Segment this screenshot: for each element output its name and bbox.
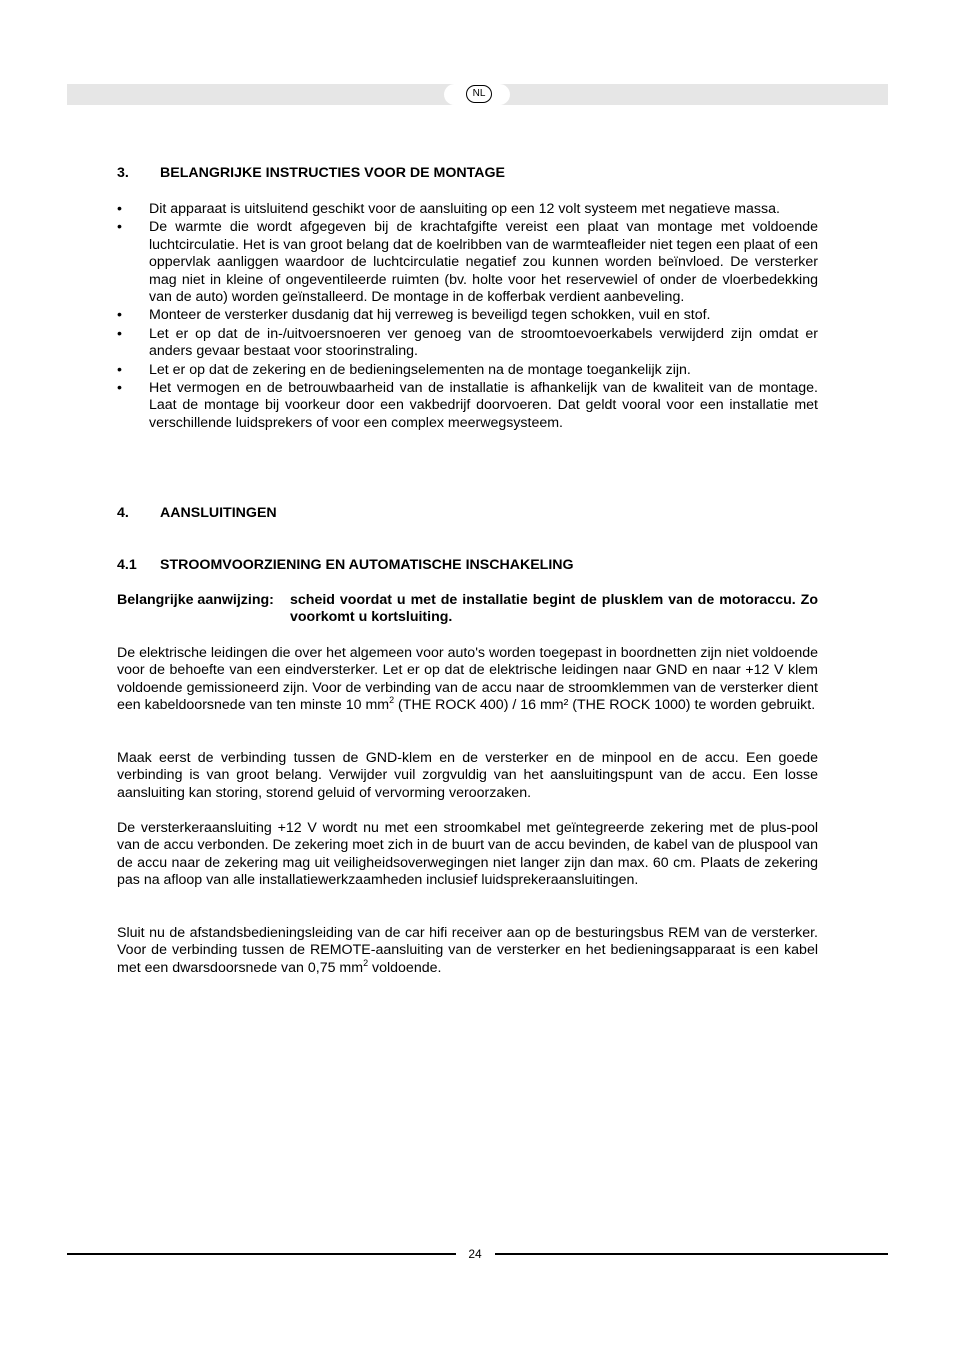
section-title: STROOMVOORZIENING EN AUTOMATISCHE INSCHAKELING [160,557,574,573]
list-item: • Dit apparaat is uitsluitend geschikt voor de aansluiting op een 12 volt systeem met negatieve massa. [117,201,780,217]
list-item: • Let er op dat de in-/uitvoersnoeren ver genoeg van de stroomtoevoerkabels verwijderd zijn omdat er anders gevaar bestaat voor stoorinstraling. [117,325,818,360]
section-heading-4 [117,505,277,522]
language-badge: NL [466,85,492,103]
list-item: • Monteer de versterker dusdanig dat hij verreweg is beveiligd tegen schokken, vuil en stof. [117,307,711,324]
list-item: • Het vermogen en de betrouwbaarheid van de installatie is afhankelijk van de kwaliteit van de montage. Laat de montage bij voorkeur door een vakbedrijf doorvoeren. Dat geldt vooral voor een installatie met verschillende luidsprekers of voor een complex meerwegsysteem. [117,380,818,431]
section-title: BELANGRIJKE INSTRUCTIES VOOR DE MONTAGE [160,165,505,181]
paragraph-cable-gauge: De elektrische leidingen die over het algemeen voor auto's worden toegepast in boordnetten zijn niet voldoende voor de behoefte van een eindversterker. Let er op dat de elektrische leidingen naar GND en naar +12 V klem voldoende gemissioneerd zijn. Voor de verbinding van de accu naar de stroomklemmen van de versterker dient een kabeldoorsnede van ten minste 10 $mm^2$ (THE ROCK 400) / 16 mm² (THE ROCK 1000) te worden gebruikt. [117,645,818,714]
note-text: scheid voordat u met de installatie begint de plusklem van de motoraccu. Zo voorkomt u kortsluiting. [290,592,818,626]
superscript: 2 [363,957,369,968]
list-item: • Let er op dat de zekering en de bedieningselementen na de montage toegankelijk zijn. [117,361,691,378]
superscript: 2 [389,695,395,706]
bullet-icon: • [117,307,122,324]
section-number: 4.1 [117,557,137,573]
bullet-icon: • [117,325,122,342]
bullet-icon: • [117,201,122,217]
note-label: Belangrijke aanwijzing: [117,592,274,608]
list-item: • De warmte die wordt afgegeven bij de krachtafgifte vereist een plaat van montage met voldoende luchtcirculatie. Het is van groot belang dat de koelribben van de warmteafleider niet tegen een plaat of een oppervlak aanliggen waardoor de luchtcirculatie negatief zou kunnen worden beïnvloed. De versterker mag niet in kleine of ongeventileerde ruimten (bv. holte voor het reservewiel of onder de vloerbedekking van de auto) worden geïnstalleerd. De montage in de kofferbak verdient aanbeveling. [117,219,818,306]
footer-rule-right [495,1253,888,1255]
section-number: 4. [117,505,129,521]
installation-instructions-list [117,201,818,433]
paragraph-fuse-connection: De versterkeraansluiting +12 V wordt nu met een stroomkabel met geïntegreerde zekering met de plus-pool van de accu verbonden. De zekering moet zich in de buurt van de accu bevinden, de kabel van de pluspool van de accu naar de zekering mag uit veiligheidsoverwegingen niet langer zijn dan max. 60 cm. Plaats de zekering pas na afloop van alle installatiewerkzaamheden inclusief luidsprekeraansluitingen. [117,820,818,889]
bullet-icon: • [117,219,122,236]
section-heading-4-1 [117,557,574,574]
section-heading-3 [117,165,505,182]
footer-rule-left [67,1253,456,1255]
bullet-icon: • [117,361,122,378]
bullet-icon: • [117,380,122,397]
page-number: 24 [468,1247,482,1261]
section-title: AANSLUITINGEN [160,505,277,521]
section-number: 3. [117,165,129,181]
paragraph-remote-connection: Sluit nu de afstandsbedieningsleiding van de car hifi receiver aan op de besturingsbus REM van de versterker. Voor de verbinding tussen de REMOTE-aansluiting van de versterker en het bedieningsapparaat is een kabel met een dwarsdoorsnede van 0,75 $mm^2$ voldoende. [117,925,818,976]
important-note [117,592,818,627]
paragraph-ground-connection: Maak eerst de verbinding tussen de GND-klem en de versterker en de minpool en de accu. Een goede verbinding is van groot belang. Verwijder vuil zorgvuldig van het aansluitingspunt van de accu. Een losse aansluiting kan storing, storend geluid of vervorming veroorzaken. [117,750,818,801]
